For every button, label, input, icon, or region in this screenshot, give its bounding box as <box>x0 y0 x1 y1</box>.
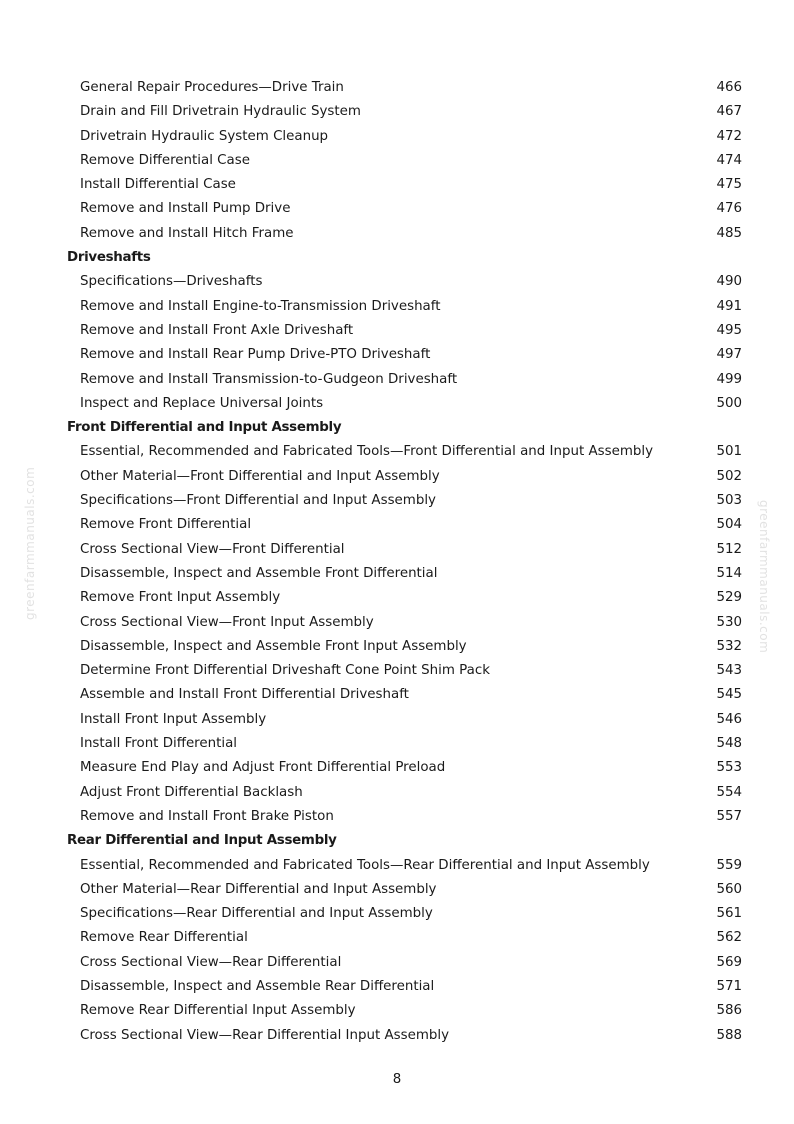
toc-entry[interactable] <box>0 173 794 197</box>
entry-title: Remove Rear Differential Input Assembly <box>80 1003 356 1019</box>
entry-page-number: 476 <box>716 201 742 217</box>
entry-title: Other Material—Rear Differential and Input Assembly <box>80 881 437 897</box>
entry-page-number: 491 <box>716 298 742 314</box>
entry-title: Cross Sectional View—Rear Differential Input Assembly <box>80 1027 450 1043</box>
toc-entry[interactable] <box>0 343 794 367</box>
toc-entry[interactable] <box>0 1024 794 1048</box>
toc-entry[interactable] <box>0 465 794 489</box>
toc-entry[interactable] <box>0 392 794 416</box>
toc-entry[interactable] <box>0 975 794 999</box>
entry-page-number: 495 <box>716 322 742 338</box>
entry-title: Remove Differential Case <box>80 152 250 168</box>
entry-page-number: 546 <box>716 711 742 727</box>
entry-page-number: 569 <box>716 954 742 970</box>
toc-entry[interactable] <box>0 586 794 610</box>
toc-entry[interactable] <box>0 489 794 513</box>
toc-entry[interactable] <box>0 440 794 464</box>
toc-entry[interactable] <box>0 538 794 562</box>
entry-title: Remove and Install Pump Drive <box>80 201 291 217</box>
entry-title: Essential, Recommended and Fabricated Tools—Front Differential and Input Assembly <box>80 444 654 460</box>
entry-page-number: 557 <box>716 808 742 824</box>
toc-section-heading[interactable] <box>0 416 794 440</box>
entry-page-number: 499 <box>716 371 742 387</box>
entry-title: Remove and Install Rear Pump Drive-PTO Driveshaft <box>80 347 431 363</box>
entry-page-number: 472 <box>716 128 742 144</box>
toc-entry[interactable] <box>0 76 794 100</box>
toc-entry[interactable] <box>0 149 794 173</box>
entry-title: Remove and Install Front Axle Driveshaft <box>80 322 354 338</box>
toc-entry[interactable] <box>0 562 794 586</box>
entry-title: Other Material—Front Differential and Input Assembly <box>80 468 440 484</box>
entry-title: Cross Sectional View—Rear Differential <box>80 954 342 970</box>
toc-entry[interactable] <box>0 270 794 294</box>
toc-entry[interactable] <box>0 295 794 319</box>
entry-page-number: 559 <box>716 857 742 873</box>
toc-entry[interactable] <box>0 756 794 780</box>
entry-title: Specifications—Rear Differential and Input Assembly <box>80 906 433 922</box>
entry-title: Measure End Play and Adjust Front Differential Preload <box>80 760 446 776</box>
entry-page-number: 532 <box>716 638 742 654</box>
toc-entry[interactable] <box>0 805 794 829</box>
entry-page-number: 503 <box>716 493 742 509</box>
toc-entry[interactable] <box>0 611 794 635</box>
entry-title: Assemble and Install Front Differential Driveshaft <box>80 687 409 703</box>
entry-title: Remove and Install Hitch Frame <box>80 225 294 241</box>
section-title: Front Differential and Input Assembly <box>67 420 342 436</box>
entry-title: Drivetrain Hydraulic System Cleanup <box>80 128 329 144</box>
entry-page-number: 500 <box>716 395 742 411</box>
entry-title: Cross Sectional View—Front Differential <box>80 541 345 557</box>
toc-entry[interactable] <box>0 222 794 246</box>
entry-page-number: 562 <box>716 930 742 946</box>
watermark-right: greenfarmmanuals.com <box>757 500 771 654</box>
toc-entry[interactable] <box>0 732 794 756</box>
entry-page-number: 553 <box>716 760 742 776</box>
toc-entry[interactable] <box>0 683 794 707</box>
entry-title: Disassemble, Inspect and Assemble Rear Differential <box>80 978 435 994</box>
entry-title: Determine Front Differential Driveshaft Cone Point Shim Pack <box>80 663 490 679</box>
toc-entry[interactable] <box>0 659 794 683</box>
entry-page-number: 554 <box>716 784 742 800</box>
toc-entry[interactable] <box>0 125 794 149</box>
entry-page-number: 586 <box>716 1003 742 1019</box>
entry-page-number: 504 <box>716 517 742 533</box>
toc-entry[interactable] <box>0 100 794 124</box>
toc-entry[interactable] <box>0 708 794 732</box>
entry-page-number: 490 <box>716 274 742 290</box>
toc-section-heading[interactable] <box>0 246 794 270</box>
entry-page-number: 543 <box>716 663 742 679</box>
entry-title: Remove and Install Engine-to-Transmission Driveshaft <box>80 298 441 314</box>
entry-title: Cross Sectional View—Front Input Assembly <box>80 614 374 630</box>
entry-title: Specifications—Driveshafts <box>80 274 263 290</box>
toc-entry[interactable] <box>0 781 794 805</box>
entry-page-number: 545 <box>716 687 742 703</box>
section-title: Rear Differential and Input Assembly <box>67 833 337 849</box>
entry-page-number: 512 <box>716 541 742 557</box>
entry-page-number: 530 <box>716 614 742 630</box>
watermark-left: greenfarmmanuals.com <box>23 466 37 620</box>
entry-title: Disassemble, Inspect and Assemble Front Differential <box>80 565 438 581</box>
entry-page-number: 588 <box>716 1027 742 1043</box>
entry-page-number: 497 <box>716 347 742 363</box>
entry-title: Remove Front Input Assembly <box>80 590 281 606</box>
entry-page-number: 466 <box>716 80 742 95</box>
entry-title: Adjust Front Differential Backlash <box>80 784 303 800</box>
entry-page-number: 548 <box>716 736 742 752</box>
entry-page-number: 474 <box>716 152 742 168</box>
toc-entry[interactable] <box>0 878 794 902</box>
entry-title: Specifications—Front Differential and Input Assembly <box>80 493 436 509</box>
toc-entry[interactable] <box>0 926 794 950</box>
entry-title: Install Front Input Assembly <box>80 711 267 727</box>
toc-entry[interactable] <box>0 902 794 926</box>
entry-title: Remove and Install Front Brake Piston <box>80 808 334 824</box>
toc-entry[interactable] <box>0 951 794 975</box>
toc-entry[interactable] <box>0 197 794 221</box>
entry-title: Install Differential Case <box>80 177 236 193</box>
entry-title: Essential, Recommended and Fabricated Tools—Rear Differential and Input Assembly <box>80 857 650 873</box>
toc-entry[interactable] <box>0 513 794 537</box>
entry-page-number: 571 <box>716 978 742 994</box>
entry-title: Drain and Fill Drivetrain Hydraulic System <box>80 104 361 120</box>
toc-section-heading[interactable] <box>0 829 794 853</box>
entry-title: Install Front Differential <box>80 736 238 752</box>
entry-page-number: 529 <box>716 590 742 606</box>
entry-title: Inspect and Replace Universal Joints <box>80 395 324 411</box>
page-number: 8 <box>392 1072 402 1087</box>
toc-entry[interactable] <box>0 854 794 878</box>
entry-title: Remove Rear Differential <box>80 930 248 946</box>
entry-page-number: 514 <box>716 565 742 581</box>
entry-page-number: 502 <box>716 468 742 484</box>
entry-page-number: 501 <box>716 444 742 460</box>
entry-page-number: 561 <box>716 906 742 922</box>
entry-title: Remove and Install Transmission-to-Gudgeon Driveshaft <box>80 371 458 387</box>
entry-page-number: 485 <box>716 225 742 241</box>
table-of-contents <box>0 76 794 1048</box>
toc-entry[interactable] <box>0 999 794 1023</box>
entry-title: Disassemble, Inspect and Assemble Front Input Assembly <box>80 638 467 654</box>
section-title: Driveshafts <box>67 250 151 266</box>
entry-title: Remove Front Differential <box>80 517 252 533</box>
toc-entry[interactable] <box>0 635 794 659</box>
toc-entry[interactable] <box>0 368 794 392</box>
entry-page-number: 467 <box>716 104 742 120</box>
toc-entry[interactable] <box>0 319 794 343</box>
entry-page-number: 475 <box>716 177 742 193</box>
entry-page-number: 560 <box>716 881 742 897</box>
entry-title: General Repair Procedures—Drive Train <box>80 80 344 95</box>
